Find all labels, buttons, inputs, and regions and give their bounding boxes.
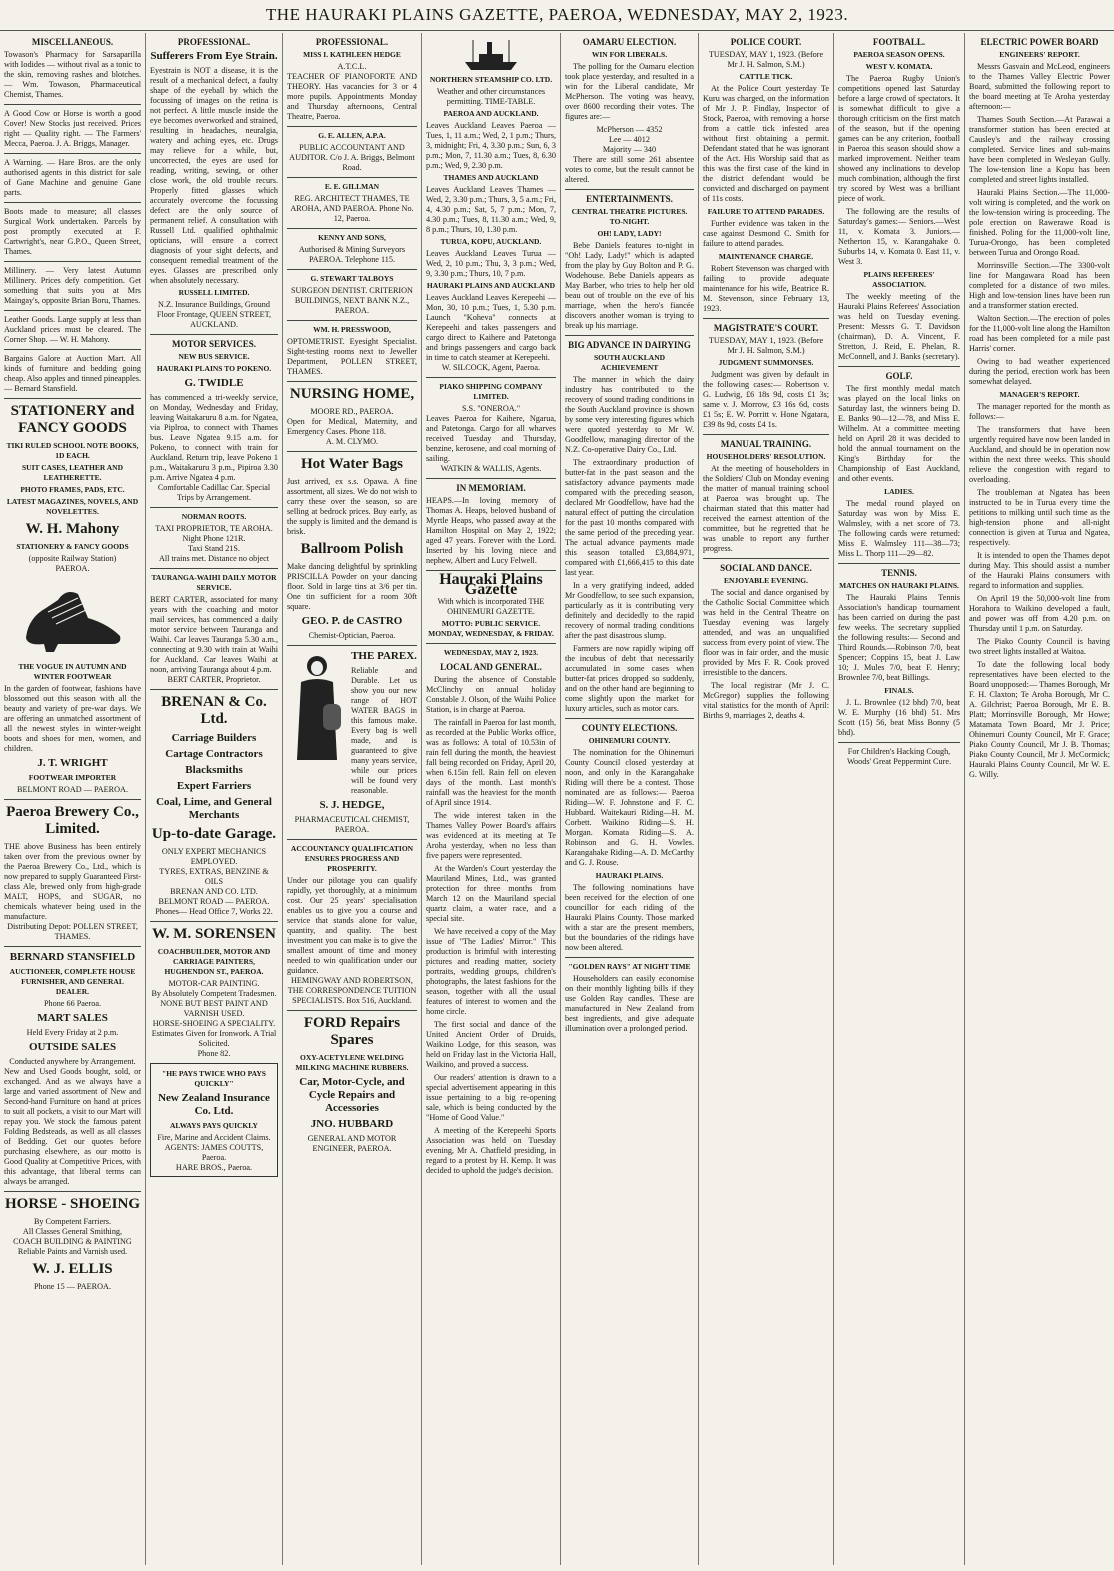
memoriam-text: HEAPS.—In loving memory of Thomas A. Heaps, beloved husband of Myrtle Heaps, who passed away at the Hamilton Hospital on May 2, 1922; aged 47 years. Forever with the Lord. Inserted by his loving niece and nephew, Albert and Lucy Felwell. [426, 496, 556, 565]
entertainments-head: OH! LADY, LADY! [597, 229, 662, 238]
bags-title: Hot Water Bags [301, 456, 403, 472]
police-sub: TUESDAY, MAY 1, 1923. (Before Mr J. H. Salmon, S.M.) [708, 50, 824, 69]
election-row: McPherson — 4352 [596, 125, 663, 134]
shoeing-line: Reliable Paints and Varnish used. [17, 1247, 128, 1256]
route-text: Leaves Auckland Leaves Turua — Wed, 2, 10 p.m.; Thu, 3, 3 p.m.; Wed, 9, 3.30 p.m.; Thurs, 10, 7 p.m. [426, 249, 556, 278]
steamship-icon [461, 36, 521, 72]
election-row: Majority — 340 [602, 145, 657, 154]
outside-sub: Conducted anywhere by Arrangement. [9, 1057, 136, 1066]
hubbard-name: JNO. HUBBARD [310, 1118, 394, 1130]
garage-line: ONLY EXPERT MECHANICS EMPLOYED. [161, 847, 267, 866]
cough-ad: For Children's Hacking Cough, Woods' Great Peppermint Cure. [846, 747, 952, 766]
ellis-name: W. J. ELLIS [32, 1261, 113, 1277]
garage-line: TYRES, EXTRAS, BENZINE & OILS [159, 867, 269, 886]
sorensen-line: Estimates Given for Ironwork. A Trial Solicited. [151, 1029, 277, 1048]
ladies-title: LADIES. [884, 487, 914, 496]
sorensen-line: NONE BUT BEST PAINT AND VARNISH USED. [160, 999, 268, 1018]
small-ad: Leather Goods. Large supply at less than Auckland prices must be cleared. The Corner Shop. — W. H. Mahony. [4, 315, 141, 344]
power-board-title: ELECTRIC POWER BOARD [980, 37, 1099, 47]
parex-text: Reliable and Durable. Let us show you our new range of HOT WATER BAGS in this famous make. Every bag is well made, and is guaranteed to give many years service, while our prices will be found very reasonable. [351, 666, 417, 795]
small-ad: Bargains Galore at Auction Mart. All kinds of furniture and bedding going cheap. Also apples and tinned pineapples. — Bernard Stansfield. [4, 354, 141, 393]
county-text: The nomination for the Ohinemuri County Council closed yesterday at noon, and only in the Karangahake Riding will there be a contest. Those nominated are as follows:— Paeroa Riding—W. F. Johnstone and F. C. Hubbard. Waitekauri Riding—H. M. Corbett. Waikino Riding—S. H. Morgan. Komata Riding—S. A. Robinson and G. H. Vowles. Karangahake Riding—A. D. McCarthy and G. J. Rouse. [565, 748, 694, 867]
stationery-item: SUIT CASES, LEATHER AND LEATHERETTE. [21, 463, 123, 482]
ford-lines: Car, Motor-Cycle, and Cycle Repairs and Accessories [299, 1076, 405, 1114]
local-paragraph: The rainfall in Paeroa for last month, as recorded at the Public Works office, was as follows: A total of 10.53in of rain fell during the month, the heaviest fall being recorded on Friday, April 20, when 6.15in fell. Rain fell on eleven days of the month. Last month's rainfall was the heaviest for the month of April since 1914. [426, 718, 556, 807]
manual-sub: HOUSEHOLDERS' RESOLUTION. [706, 452, 826, 461]
stansfield-sub: AUCTIONEER, COMPLETE HOUSE FURNISHER, AND GENERAL DEALER. [9, 967, 136, 996]
castro-sub: Chemist-Optician, Paeroa. [308, 631, 396, 640]
lady-illustration-icon [287, 652, 347, 762]
bags-text: Just arrived, ex s.s. Opawa. A fine assortment, all sizes. We do not wish to carry these over the season, so are selling at bedrock prices. Buy early, as the supply is limited and the demand is brisk. [287, 477, 417, 536]
column-2 [150, 33, 278, 1565]
election-sub: WIN FOR LIBERALS. [591, 50, 668, 59]
eyestrain-title: Sufferers From Eye Strain. [150, 50, 278, 62]
column-rule [833, 33, 834, 1565]
polish-text: Make dancing delightful by sprinkling PRISCILLA Powder on your dancing floor. Sold in large tins at 3/6 per tin. One tin sufficient for a room 30ft square. [287, 562, 417, 611]
piako-sub: S.S. "ONEROA." [461, 404, 521, 413]
column-5 [565, 33, 694, 1565]
social-sub: ENJOYABLE EVENING. [724, 576, 808, 585]
brenan-address: BELMONT ROAD — PAEROA. [158, 897, 270, 906]
brenan-foot: BRENAN AND CO. LTD. [170, 887, 258, 896]
election-foot: There are still some 261 absentee votes to come, but the result cannot be altered. [565, 155, 694, 184]
parade-title: FAILURE TO ATTEND PARADES. [707, 207, 825, 216]
local-paragraph: At the Warden's Court yesterday the Mauriland Mines, Ltd., was granted protection for three months from March 12 on the Mauriland special quartz claim, a water race, and a special site. [426, 864, 556, 923]
golf-title: GOLF. [885, 371, 913, 381]
tick-title: CATTLE TICK. [739, 72, 793, 81]
entertainments-text: Bebe Daniels features to-night in "Oh! Lady, Lady!" which is adapted from the play by Guy Bolton and P. G. Wodehouse. Bebe Daniels appears as May Barber, who tries to help her old beau out of trouble on the eve of his marriage, when the hero's fiancée discovers another woman is trying to break up his marriage. [565, 241, 694, 330]
gazette-title: Hauraki Plains Gazette [439, 571, 543, 598]
manual-title: MANUAL TRAINING. [720, 439, 812, 449]
nzi-title: New Zealand Insurance Co. Ltd. [158, 1092, 270, 1117]
local-paragraph: Our readers' attention is drawn to a special advertisement appearing in this issue pertaining to a big re-opening sale, which is being conducted by the "Home of Good Value." [426, 1073, 556, 1122]
column-rule [964, 33, 965, 1565]
shoeing-sub: By Competent Farriers. [33, 1217, 112, 1226]
county-title: COUNTY ELECTIONS. [581, 723, 678, 733]
nzi-line: HARE BROS., Paeroa. [175, 1163, 253, 1172]
local-paragraph: The wide interest taken in the Thames Valley Power Board's affairs was evidenced at its meeting at Te Aroha yesterday, when no less than five papers were represented. [426, 811, 556, 860]
tennis-text: The Hauraki Plains Tennis Association's handicap tournament has been carried on during the past few weeks. The secretary supplied the following results:— Second and Third Rounds.—Robinson 7/0, beat Spencer; Coppins 15, beat J. Law 10; J. Mules 7/0, beat F. Henry; Brownlee 7/0, beat Billings. [838, 593, 960, 682]
gillman-text: REG. ARCHITECT THAMES, TE AROHA, AND PAEROA. Phone No. 12, Paeroa. [290, 194, 414, 223]
wright-name: J. T. WRIGHT [37, 757, 108, 769]
sorensen-line: By Absolutely Competent Tradesmen. [151, 989, 277, 998]
brewery-depot: Distributing Depot: POLLEN STREET, THAMES. [7, 922, 138, 941]
bus-text: has commenced a tri-weekly service, on Monday, Wednesday and Friday, leaving Waitakaruru 8 a.m. for Ngatea, via Piplroa, to connect with Thames bus. Leave Ngatea 9.15 a.m. for Pokeno, to connect with train for Auckland. Return trip, leave Pokeno 1 p.m., Waitakaruru 3 p.m., Pipiroa 3.30 p.m. Arrive Ngatea 4 p.m. [150, 393, 278, 482]
talboys-title: G. STEWART TALBOYS [310, 274, 394, 283]
presswood-title: WM. H. PRESSWOOD, [313, 325, 391, 334]
stansfield-text: New and Used Goods bought, sold, or exchanged. And as we always have a large and varied assortment of New and Second-hand Furniture on hand at prices to suit all pockets, a visit to our Mart will repay you. We stock the famous patent Folding Bedsteads, as well as all classes of Bedding. Get our quotes before purchasing elsewhere, as our motto is Good Quality at Competitive Prices, with this advantage, that liberal terms can always be arranged. [4, 1067, 141, 1186]
presswood-text: OPTOMETRIST. Eyesight Specialist. Sight-testing rooms next to Jeweller Department, POLLEN STREET, THAMES. [287, 337, 417, 376]
manager-paragraph: The troubleman at Ngatea has been instructed to be in Turua every time the petitions to milking until such time as the high-tension phone and all-night connection is given at Turua and Ngatea, respectively. [969, 488, 1110, 547]
allen-text: PUBLIC ACCOUNTANT AND AUDITOR. C/o J. A. Briggs, Belmont Road. [289, 143, 415, 172]
sorensen-line: HORSE-SHOEING A SPECIALITY. [152, 1019, 276, 1028]
stationery-title: STATIONERY and FANCY GOODS [10, 403, 135, 436]
nursing-sign: A. M. CLYMO. [325, 437, 379, 446]
sorensen-line: MOTOR-CAR PAINTING. [168, 979, 260, 988]
accountancy-text: Under our pilotage you can qualify rapidly, yet thoroughly, at a minimum cost. Our 25 years' specialisation enables us to give you a course and service that stands alone for value, quantity, and quality. The best investment you can make is to give the smallest amount of time and money needed to win qualification under our guidance. [287, 876, 417, 975]
piako-sign: WATKIN & WALLIS, Agents. [440, 464, 542, 473]
roots-line: All trains met. Distance no object [158, 554, 270, 563]
roots-line: Night Phone 121R. [182, 534, 246, 543]
gillman-title: E. E. GILLMAN [324, 182, 380, 191]
column-rule [282, 33, 283, 1565]
sorensen-name: W. M. SORENSEN [152, 926, 276, 942]
nursing-title: NURSING HOME, [289, 386, 415, 402]
nzi-banner: "HE PAYS TWICE WHO PAYS QUICKLY" [162, 1069, 266, 1088]
nursing-text: Open for Medical, Maternity, and Emergency Cases. Phone 118. [287, 417, 417, 436]
hedge-title: MISS I. KATHLEEN HEDGE [303, 50, 401, 59]
mart-sub: Held Every Friday at 2 p.m. [26, 1028, 119, 1037]
hubbard-sub: GENERAL AND MOTOR ENGINEER, PAEROA. [307, 1134, 397, 1153]
tick-text: At the Police Court yesterday Te Kuru was charged, on the information of Mr J. P. Findlay, Inspector of Stock, Paeroa, with removing a horse from a cattle tick infested area without first obtaining a permit. Defendant stated that he was ignorant of the Act. His Worship said that as this was the first case of the kind in the district defendant would be convicted and discharged on payment of 11s costs. [703, 84, 829, 203]
stationery-item: LATEST MAGAZINES, NOVELS, AND NOVELETTES. [6, 497, 139, 516]
route-title: TURUA, KOPU, AUCKLAND. [440, 237, 542, 246]
bus-foot: Comfortable Cadillac Car. Special Trips by Arrangement. [157, 483, 271, 502]
power-paragraph: Hauraki Plains Section.—The 11,000-volt wiring is completed, and the work on the low-tension wiring is proceeding. The pole erection on Rawerawe Road is finished. Poling for the 11,000-volt line, Turua-Orongo, has been completed between Turua and Orongo Road. [969, 188, 1110, 257]
route-title: THAMES AND AUCKLAND [443, 173, 539, 182]
social-text: The social and dance organised by the Catholic Social Committee which was held in the Central Theatre on Tuesday evening was largely attended, and was an unqualified success from every point of view. The floor was in fair order, and the music provided by Mrs F. R. Cook proved irresistible to the dancers. [703, 588, 829, 677]
column-rule [560, 33, 561, 1565]
russell-name: RUSSELL LIMITED. [178, 288, 250, 297]
accountancy-title: ACCOUNTANCY QUALIFICATION ENSURES PROGRESS AND PROSPERITY. [290, 844, 414, 873]
hedge-sub: A.T.C.L. [337, 62, 367, 71]
election-row: Lee — 4012 [609, 135, 650, 144]
dairy-paragraph: In a very gratifying indeed, added Mr Goodfellow, to see such expansion, particularly as it is contributing very definitely and decidedly to the rapid recovery of normal trading conditions after the past disastrous slump. [565, 581, 694, 640]
results-text: The following are the results of Saturday's games:— Seniors.—West 11, v. Komata 3. Juniors.—Netherton 15, v. Karangahake 0. Suburbs 14, v. Komata 0. East 11, v. West 3. [838, 207, 960, 266]
twidle-name: G. TWIDLE [184, 377, 244, 389]
dairy-paragraph: The manner in which the dairy industry has contributed to the recovery of sound trading conditions in the South Auckland province is shown by some very interesting figures which were quoted yesterday to Mr W. Goodfellow, managing director of the N.Z. Co-operative Dairy Co., Ltd. [565, 375, 694, 454]
referees-text: The weekly meeting of the Hauraki Plains Referees' Association was held on Tuesday evening. Present: Messrs G. T. Davidson (chairman), D. A. Vincent, F. Stretton, J. Reid, E. Phelan, R. McConnell, and J. Banks (secretary). [838, 292, 960, 361]
small-ad: Millinery. — Very latest Autumn Millinery. Prices defy competition. Get something that suits you at Mrs Maingay's, opposite Brian Boru, Thames. [4, 266, 141, 305]
brenan-line: Coal, Lime, and General Merchants [156, 796, 272, 821]
bus-sub: HAURAKI PLAINS TO POKENO. [156, 364, 272, 373]
golden-rays-title: "GOLDEN RAYS" AT NIGHT TIME [568, 962, 691, 971]
stationery-item: PHOTO FRAMES, PADS, ETC. [20, 485, 125, 494]
mahony-sub: STATIONERY & FANCY GOODS [16, 542, 129, 551]
power-paragraph: Owing to bad weather experienced during the period, erection work has been somewhat delayed. [969, 357, 1110, 386]
match-text: The Paeroa Rugby Union's competitions opened last Saturday before a large crowd of spectators. It is somewhat difficult to give a thorough criticism on the first match of the season, but if the opening games can be any criterion, football in Paeroa this season should show a marked improvement. Neither team showed any inclinations to develop much combination, although the first try scored by West was a brilliant piece of work. [838, 74, 960, 203]
column-rule [145, 33, 146, 1565]
local-paragraph: We have received a copy of the May issue of "The Ladies' Mirror." This production is brimful with interesting pictures and reading matter, society portraits, wedding groups, children's photographs, the latest fashions for the season, together with all the usual features of interest to women and the home circle. [426, 927, 556, 1016]
magistrate-title: MAGISTRATE'S COURT. [713, 323, 819, 333]
column-6 [703, 33, 829, 1565]
power-board-sub: ENGINEERS' REPORT. [999, 50, 1080, 59]
column-rule [421, 33, 422, 1565]
shoe-text: In the garden of footwear, fashions have blossomed out this season with all the beauty and variety of pre-war days. We are offering an unmatched assortment of all the newest styles in winter-weight boots and shoes for men, women, and children. [4, 684, 141, 753]
manager-paragraph: The transformers that have been urgently required have now been landed in Auckland, and should be in operation now within the next three weeks. This should relieve the congestion with regard to overloading. [969, 425, 1110, 484]
hedge2-name: S. J. HEDGE, [319, 799, 385, 811]
column-4 [426, 33, 556, 1565]
mart-title: MART SALES [37, 1012, 108, 1024]
plains-text: The following nominations have been received for the election of one councillor for each riding of the Hauraki Plains County. Those marked with a star are the present members, but the boundaries of the ridings have now been altered. [565, 883, 694, 952]
stationery-item: TIKI RULED SCHOOL NOTE BOOKS, 1D EACH. [6, 441, 139, 460]
judgment-text: Judgment was given by default in the following cases:— Robertson v. G. Ludwig, £6 18s 9d, costs £1 3s; same v. J. Morrow, £3 16s 6d, costs £1 5s; E. W. Porritt v. Hone Ngatara, £39 8s 9d, costs £4 1s. [703, 370, 829, 429]
mahony-town: PAEROA. [55, 564, 90, 573]
section-heading: PROFESSIONAL. [315, 37, 389, 47]
power-paragraph: Thames South Section.—At Parawai a transformer station has been erected at Causley's and the railway crossing completed. Service lines and sub-mains have been completed in Wesleyan Gully. The low-tension line a Kopu has been completed and street lights installed. [969, 115, 1110, 184]
maintenance-text: Robert Stevenson was charged with failing to provide adequate maintenance for his wife, Beatrice R. M. Stevenson, since February 13, 1923. [703, 264, 829, 313]
allen-title: G. E. ALLEN, A.P.A. [318, 131, 386, 140]
manager-paragraph: The Piako County Council is having two street lights installed at Waitoa. [969, 637, 1110, 656]
local-paragraph: A meeting of the Kerepeehi Sports Association was held on Tuesday evening, Mr A. Chatfield presiding, in regard to a protest by H. Kemp. It was decided to uphold the judge's decision. [426, 1126, 556, 1175]
manual-text: At the meeting of householders in the Soldiers' Club on Monday evening the matter of manual training school at Paeroa was brought up. The chairman stated that this matter had received the earnest attention of the committee, but he regretted that he was unable to report any further progress. [703, 464, 829, 553]
parex-title: THE PAREX. [351, 650, 417, 662]
section-heading: PROFESSIONAL. [177, 37, 251, 47]
entertainments-title: ENTERTAINMENTS. [586, 194, 673, 204]
route-text: Leaves Auckland Leaves Kerepeehi — Mon, 30, 10 p.m.; Tues, 1, 5.30 p.m. Launch "Koheva" connects at Kerepeehi and takes passengers and cargo direct to Kaihere and Patetonga and brings passengers and cargo back in time to catch steamer at Kerepeehi. [426, 293, 556, 362]
outside-title: OUTSIDE SALES [28, 1041, 117, 1053]
shoeing-line: COACH BUILDING & PAINTING [13, 1237, 132, 1246]
election-title: OAMARU ELECTION. [582, 37, 677, 47]
accountancy-sign: HEMINGWAY AND ROBERTSON, THE CORRESPONDENCE TUITION SPECIALISTS. Box 516, Auckland. [287, 976, 417, 1005]
finals-text: J. L. Brownlee (12 bhd) 7/0, beat W. E. Murphy (16 bhd) 51. Mrs Scott (15) 56, beat Miss Bonny (5 bhd). [838, 698, 960, 737]
talboys-text: SURGEON DENTIST. CRITERION BUILDINGS, NEXT BANK N.Z., PAEROA. [291, 286, 413, 315]
brenan-line: Cartage Contractors [165, 748, 263, 760]
masthead: THE HAURAKI PLAINS GAZETTE, PAEROA, WEDNESDAY, MAY 2, 1923. [0, 0, 1114, 31]
mahony-address: (opposite Railway Station) [28, 554, 117, 563]
shoe-caption: THE VOGUE IN AUTUMN AND WINTER FOOTWEAR [18, 662, 127, 681]
dairy-title: BIG ADVANCE IN DAIRYING [568, 340, 691, 350]
brewery-text: THE above Business has been entirely taken over from the previous owner by the Paeroa Brewery Co., Ltd., which is now prepared to supply Guaranteed First-class Ale, brewed only from high-grade MALT, HOPS, and SUGAR, no chemicals whatever being used in the manufacture. [4, 842, 141, 921]
steamship-sub: Weather and other circumstances permitting. TIME-TABLE. [436, 87, 546, 106]
maintenance-title: MAINTENANCE CHARGE. [718, 252, 814, 261]
castro-name: GEO. P. de CASTRO [301, 615, 403, 627]
parade-text: Further evidence was taken in the case against Desmond C. Smith for failure to attend parades. [703, 219, 829, 248]
hedge2-sub: PHARMACEUTICAL CHEMIST, PAEROA. [294, 815, 410, 834]
route-text: Leaves Auckland Leaves Thames — Wed, 2, 3.30 p.m.; Thurs, 3, 5 a.m.; Fri, 4, 4.30 p.m.; Sat, 5, 7 p.m.; Mon, 7, 4.30 p.m.; Tues, 8, 11.30 a.m.; Wed, 9, 8 p.m.; Thurs, 10, 1.30 p.m. [426, 185, 556, 234]
nursing-sub: MOORE RD., PAEROA. [310, 407, 394, 416]
ladies-text: The medal round played on Saturday was won by Miss E. Walmsley, with a net score of 73. The following cards were returned: Miss E. Walmsley 111—38—73; Miss L. Thorp 111—29—82. [838, 499, 960, 558]
power-paragraph: Walton Section.—The erection of poles for the 11,000-volt line along the Hamilton road has been completed for a mile past Harris' corner. [969, 314, 1110, 353]
waihi-text: BERT CARTER, associated for many years with the coaching and motor mail services, has commenced a daily motor service between Tauranga and Waihi. Car leaves Tauranga 5.30 a.m., connecting at 9.30 with train at Waihi for Auckland. Car leaves Waihi at noon, arriving Tauranga about 4 p.m. [150, 595, 278, 674]
dairy-paragraph: Farmers are now rapidly wiping off the incubus of debt that necessarily accumulated in some cases when butter-fat prices dropped so suddenly, and on the other hand are beginning to come slightly upon the market for luxury articles, such as motor cars. [565, 644, 694, 713]
nzi-line: Fire, Marine and Accident Claims. [157, 1133, 271, 1142]
power-paragraph: Messrs Gasvain and McLeod, engineers to the Thames Valley Electric Power Board, submitted the following report to the board meeting at Te Aroha yesterday afternoon:— [969, 62, 1110, 111]
ellis-phone: Phone 15 — PAEROA. [33, 1282, 112, 1291]
small-ad: Boots made to measure; all classes Surgical Work undertaken. Parcels by post promptly executed at F. Cartwright's, near G.P.O., Queen Street, Thames. [4, 207, 141, 256]
brenan-title: BRENAN & Co. Ltd. [161, 694, 267, 727]
election-text: The polling for the Oamaru election took place yesterday, and resulted in a win for the Liberal candidate, Mr McPherson. The voting was heavy, over 8600 recording their votes. The figures are:— [565, 62, 694, 121]
ford-title: FORD Repairs Spares [303, 1015, 401, 1048]
stansfield-phone: Phone 66 Paeroa. [43, 999, 102, 1008]
golf-text: The first monthly medal match was played on the local links on Saturday last, the winners being D. E. Banks 90—12—78, and Miss E. Wilhelm. At a committee meeting held on April 28 it was decided to hold the annual tournament on the King's Birthday for the Championship of East Auckland, and other events. [838, 384, 960, 483]
nzi-slogan: ALWAYS PAYS QUICKLY [170, 1121, 258, 1130]
shoe-illustration-icon [18, 578, 128, 658]
column-rule [698, 33, 699, 1565]
waihi-title: TAURANGA-WAIHI DAILY MOTOR SERVICE. [151, 573, 277, 592]
football-title: FOOTBALL. [872, 37, 926, 47]
finals-title: FINALS. [884, 686, 914, 695]
shoeing-line: All Classes General Smithing, [22, 1227, 123, 1236]
plains-title: HAURAKI PLAINS. [595, 871, 664, 880]
tennis-title: TENNIS. [881, 568, 917, 578]
column-3 [287, 33, 417, 1565]
county-sub: OHINEMURI COUNTY. [588, 736, 671, 745]
dairy-sub: SOUTH AUCKLAND ACHIEVEMENT [593, 353, 666, 372]
steamship-sign: W. SILCOCK, Agent, Paeroa. [441, 363, 541, 372]
hedge-text: TEACHER OF PIANOFORTE AND THEORY. Has vacancies for 3 or 4 more pupils. Appointments Monday and Thursday afternoons, Central Theatre, Paeroa. [287, 72, 417, 121]
dairy-paragraph: The extraordinary production of butter-fat in the past season and the satisfactory advance payments made compared with the preceding season, declared Mr Goodfellow, have had the natural effect of putting the circulation for the past 10 months compared with the same period of the preceding year. The actual advance payments made this season totalled £3,884,971, compared with £1,666,415 to this date last year. [565, 458, 694, 577]
section-heading: MISCELLANEOUS. [31, 37, 114, 47]
eyestrain-text: Eyestrain is NOT a disease, it is the result of a mechanical defect, a faulty shape of the eyeball by which the focussing of images on the retina is not perfect. A little muscle inside the eye becomes overworked and strained, resulting in headaches, neuralgia, watery and aching eyes, etc. Drugs may relieve for a while, but, uncorrected, the eyes are used for reading, writing, sewing, or other close work, the old trouble recurs. Properly fitted glasses which accurately overcome the focussing defect are the only source of permanent relief. A consultation with Russell Ltd. qualified ophthalmic opticians, will ensure a correct diagnosis of your sight defects, and consequent remedial treatment of the eyes. Glasses are prescribed only when absolutely necessary. [150, 66, 278, 285]
brenan-phones: Phones— Head Office 7, Works 22. [155, 907, 273, 916]
gazette-date: WEDNESDAY, MAY 2, 1923. [443, 648, 539, 657]
piako-title: PIAKO SHIPPING COMPANY LIMITED. [439, 382, 543, 401]
wright-address: BELMONT ROAD — PAEROA. [17, 785, 128, 794]
brewery-title: Paeroa Brewery Co., Limited. [6, 804, 139, 837]
brenan-line: Blacksmiths [185, 764, 243, 776]
judgment-title: JUDGMENT SUMMONSES. [718, 358, 814, 367]
sorensen-line: Phone 82. [197, 1049, 231, 1058]
power-paragraph: Morrinsville Section.—The 3300-volt line for Mangawara Road has been completed for a distance of two miles. High and low-tension lines have been run and a transformer station erected. [969, 261, 1110, 310]
registrar-text: The local registrar (Mr J. C. McGregor) supplies the following vital statistics for the month of April: Births 9, marriages 2, deaths 4. [703, 681, 829, 720]
manager-paragraph: To date the following local body representatives have been elected to the Board unopposed:— Thames Borough, Mr F. H. Claxton; Te Aroha Borough, Mr C. A. Gilchrist; Paeroa Borough, Mr E. B. Platt; Morrinsville Borough, Mr Howe; Matamata Town Board, Mr J. Price; Ohinemuri County Council, Mr F. Grace; Piako County Council, Mr J. B. Thomas; Piako County Council, Mr J. McCormick; Hauraki Plains County Council, Mr W. E. G. Willy. [969, 660, 1110, 779]
golden-rays-text: Householders can easily economise on their monthly lighting bills if they use Golden Ray candles. These are manufactured in New Zealand from best ingredients, and give adequate illumination over a prolonged period. [565, 974, 694, 1033]
brenan-line: Expert Farriers [176, 780, 252, 792]
column-7 [838, 33, 960, 1565]
mahony-name: W. H. Mahony [25, 521, 120, 537]
roots-name: NORMAN ROOTS. [181, 512, 247, 521]
brenan-line: Carriage Builders [171, 732, 257, 744]
ford-sub: OXY-ACETYLENE WELDING MILKING MACHINE RUBBERS. [295, 1053, 409, 1072]
tennis-sub: MATCHES ON HAURAKI PLAINS. [839, 581, 959, 590]
entertainments-sub: CENTRAL THEATRE PICTURES. TO-NIGHT. [571, 207, 688, 226]
police-title: POLICE COURT. [730, 37, 802, 47]
local-paragraph: The first social and dance of the United Ancient Order of Druids, Waikino Lodge, for this season, was held on Friday last in the Victoria Hall, Waikino, and proved a success. [426, 1020, 556, 1069]
shoeing-title: HORSE - SHOEING [4, 1196, 141, 1212]
route-title: HAURAKI PLAINS AND AUCKLAND [426, 281, 556, 290]
roots-sub: TAXI PROPRIETOR, TE AROHA. [155, 524, 273, 533]
section-heading: MOTOR SERVICES. [171, 339, 257, 349]
wright-sub: FOOTWEAR IMPORTER [28, 773, 117, 782]
sorensen-sub: COACHBUILDER, MOTOR AND CARRIAGE PAINTERS, HUGHENDON ST., PAEROA. [157, 947, 271, 976]
kenny-title: KENNY AND SONS, [318, 233, 386, 242]
gazette-sub: With which is incorporated THE OHINEMURI GAZETTE. [437, 597, 545, 616]
bus-title: NEW BUS SERVICE. [178, 352, 250, 361]
column-8 [969, 33, 1110, 1565]
small-ad: Towason's Pharmacy for Sarsaparilla with Iodides — without rival as a tonic to the skin, removing rashes and blotches. — Wm. Towason, Pharmaceutical Chemist, Thames. [4, 50, 141, 99]
manager-title: MANAGER'S REPORT. [999, 390, 1080, 399]
small-ad: A Warning. — Hare Bros. are the only authorised agents in this district for sale of Gane Machine and genuine Gane parts. [4, 158, 141, 197]
match-title: WEST V. KOMATA. [865, 62, 933, 71]
waihi-sign: BERT CARTER, Proprietor. [167, 675, 261, 684]
route-text: Leaves Auckland Leaves Paeroa — Tues, 1, 11 a.m.; Wed, 2, 1 p.m.; Thurs, 3, midnight; Fri, 4, 3.30 p.m.; Sun, 6, 3 p.m.; Mon, 7, 11.30 a.m.; Tues, 8, 6.30 p.m.; Wed, 9, 2.30 p.m. [426, 121, 556, 170]
russell-address: N.Z. Insurance Buildings, Ground Floor Frontage, QUEEN STREET, AUCKLAND. [156, 300, 272, 329]
football-sub: PAEROA SEASON OPENS. [853, 50, 945, 59]
steamship-title: NORTHERN STEAMSHIP CO. LTD. [429, 75, 553, 84]
polish-title: Ballroom Polish [300, 541, 404, 557]
route-title: PAEROA AND AUCKLAND. [443, 109, 539, 118]
local-title: LOCAL AND GENERAL. [440, 662, 542, 672]
gazette-motto: MOTTO: PUBLIC SERVICE. MONDAY, WEDNESDAY, & FRIDAY. [428, 619, 554, 638]
local-paragraph: During the absence of Constable McClinchy on annual holiday Constable J. Olson, of the Waihi Police Station, is in charge at Paeroa. [426, 675, 556, 714]
memoriam-title: IN MEMORIAM. [456, 483, 526, 493]
nzi-line: AGENTS: JAMES COUTTS, Paeroa. [164, 1143, 264, 1162]
piako-text: Leaves Paeroa for Kaihere, Ngarua, and Patetonga. Cargo for all wharves received Tuesday and Thursday, benzine, kerosene, and coal morning of sailing. [426, 414, 556, 463]
social-title: SOCIAL AND DANCE. [720, 563, 812, 573]
manager-paragraph: On April 19 the 50,000-volt line from Horahora to Waikino developed a fault, and power was off from 4.20 p.m. on Thursday until 1 p.m. on Saturday. [969, 594, 1110, 633]
magistrate-sub: TUESDAY, MAY 1, 1923. (Before Mr J. H. Salmon, S.M.) [708, 336, 824, 355]
stansfield-name: BERNARD STANSFIELD [9, 951, 136, 963]
manager-paragraph: The manager reported for the month as follows:— [969, 402, 1110, 421]
garage-title: Up-to-date Garage. [151, 826, 277, 842]
referees-title: PLAINS REFEREES' ASSOCIATION. [863, 270, 935, 289]
small-ad: A Good Cow or Horse is worth a good Cover! New Stocks just received. Prices right — Quality right. — The Farmers' Mecca, Paeroa. J. A. Briggs, Manager. [4, 109, 141, 148]
column-1 [4, 33, 141, 1565]
roots-line: Taxi Stand 21S. [188, 544, 240, 553]
manager-paragraph: It is intended to open the Thames depot during May. This should assist a number of the Hauraki Plains consumers with regard to information and supplies. [969, 551, 1110, 590]
kenny-text: Authorised & Mining Surveyors PAEROA. Telephone 115. [298, 245, 406, 264]
